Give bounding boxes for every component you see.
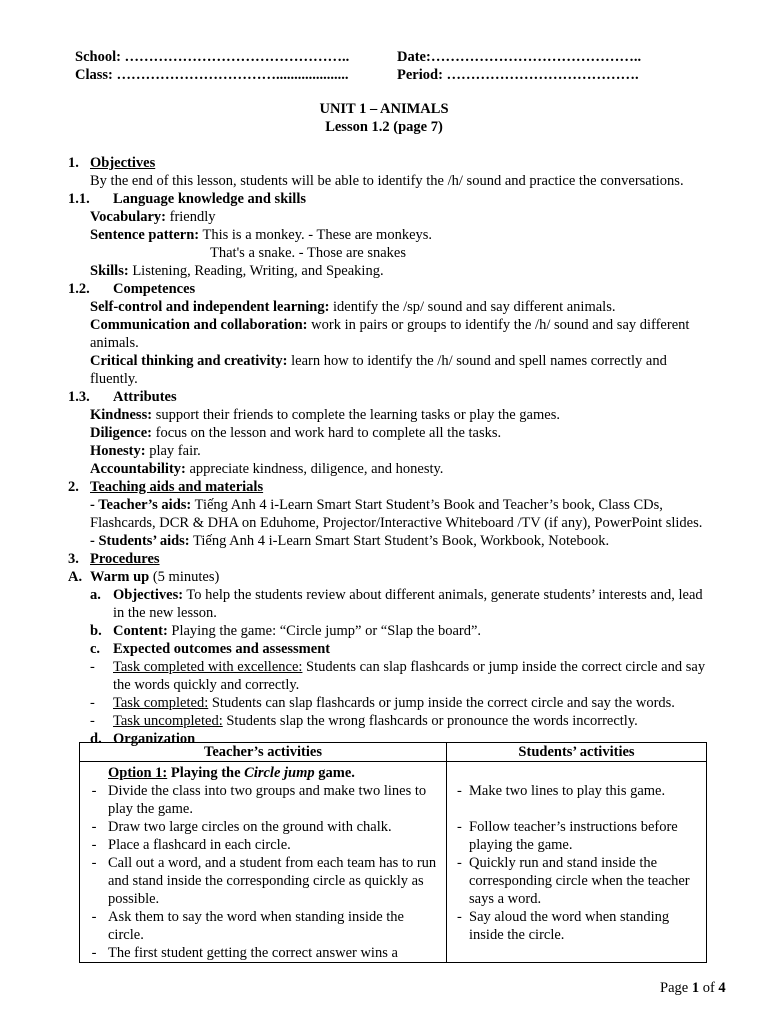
teacher-activities-header: Teacher’s activities [80, 743, 447, 762]
kindness-line: Kindness: support their friends to complete the learning tasks or play the games. [90, 407, 560, 423]
header-fields [75, 48, 695, 84]
honesty-line: Honesty: play fair. [90, 443, 201, 459]
vocabulary-line: Vocabulary: friendly [90, 209, 216, 225]
outcome-completed: - Task completed: Students can slap flashcards or jump inside the correct circle and say the words. [90, 695, 675, 711]
objectives-intro: By the end of this lesson, students will be able to identify the /h/ sound and practice the conversations. [90, 173, 684, 189]
teacher-step: - Draw two large circles on the ground with chalk. [91, 819, 392, 835]
class-field: Class: …………………………….................... [75, 67, 349, 83]
students-activities-header: Students’ activities [447, 743, 707, 762]
date-field: Date:…………………………………….. [397, 49, 642, 65]
student-step: - Say aloud the word when standing inside the circle. [457, 909, 670, 943]
warm-up-outcomes-heading: c. Expected outcomes and assessment [90, 641, 331, 657]
critical-thinking-line-2: fluently. [90, 371, 138, 387]
school-field: School: ……………………………………….. [75, 49, 350, 65]
subsection-attributes-heading: 1.3. Attributes [68, 389, 177, 405]
communication-line-2: animals. [90, 335, 139, 351]
teacher-step: - Ask them to say the word when standing inside the circle. [91, 909, 404, 943]
student-step: - Quickly run and stand inside the corresponding circle when the teacher says a word. [457, 855, 690, 907]
student-step: - Make two lines to play this game. [457, 783, 666, 799]
teacher-step: - Place a flashcard in each circle. [91, 837, 291, 853]
warm-up-heading: A. Warm up (5 minutes) [68, 569, 220, 585]
teacher-aids-line: - Teacher’s aids: Tiếng Anh 4 i-Learn Smart Start Student’s Book and Teacher’s book, Class CDs, [90, 497, 663, 513]
outcome-excellence: - Task completed with excellence: Students can slap flashcards or jump inside the correct circle and say the words quickly and correctly. [90, 659, 706, 693]
teacher-step: - Call out a word, and a student from each team has to run and stand inside the corresponding circle as quickly as possible. [91, 855, 437, 907]
warm-up-objectives-2: in the new lesson. [113, 605, 217, 621]
teacher-activities-cell [80, 762, 447, 963]
student-step: - Follow teacher’s instructions before playing the game. [457, 819, 678, 853]
warm-up-objectives: a. Objectives: To help the students review about different animals, generate students’ interests and, lead [90, 587, 703, 603]
warm-up-organization-heading: d. Organization [90, 731, 196, 747]
activities-table [79, 742, 707, 963]
communication-line: Communication and collaboration: work in pairs or groups to identify the /h/ sound and say different [90, 317, 690, 333]
period-field: Period: …………………………………. [397, 67, 639, 83]
unit-title: UNIT 1 – ANIMALS [319, 101, 449, 117]
self-control-line: Self-control and independent learning: identify the /sp/ sound and say different animals. [90, 299, 616, 315]
sentence-pattern-line-2: That's a snake. - Those are snakes [210, 245, 407, 261]
diligence-line: Diligence: focus on the lesson and work hard to complete all the tasks. [90, 425, 502, 441]
section-procedures-heading: 3. Procedures [68, 551, 160, 567]
page-number: Page 1 of 4 [660, 980, 726, 996]
table-header-row [80, 743, 707, 762]
subsection-competences-heading: 1.2. Competences [68, 281, 196, 297]
outcome-uncompleted: - Task uncompleted: Students slap the wrong flashcards or pronounce the words incorrectly. [90, 713, 638, 729]
teacher-step: - The first student getting the correct answer wins a [91, 945, 398, 961]
subsection-language-heading: 1.1. Language knowledge and skills [68, 191, 306, 207]
students-aids-line: - Students’ aids: Tiếng Anh 4 i-Learn Smart Start Student’s Book, Workbook, Notebook. [90, 533, 610, 549]
critical-thinking-line: Critical thinking and creativity: learn how to identify the /h/ sound and spell names correctly and [90, 353, 667, 369]
option-1-heading: Option 1: Playing the Circle jump game. [108, 765, 355, 781]
section-aids-heading: 2. Teaching aids and materials [68, 479, 264, 495]
accountability-line: Accountability: appreciate kindness, diligence, and honesty. [90, 461, 444, 477]
section-objectives-heading: 1. Objectives [68, 155, 156, 171]
teacher-step: - Divide the class into two groups and make two lines to play the game. [91, 783, 427, 817]
warm-up-content: b. Content: Playing the game: “Circle jump” or “Slap the board”. [90, 623, 482, 639]
sentence-pattern-line: Sentence pattern: This is a monkey. - These are monkeys. [90, 227, 433, 243]
skills-line: Skills: Listening, Reading, Writing, and Speaking. [90, 263, 384, 279]
teacher-aids-line-2: Flashcards, DCR & DHA on Eduhome, Projector/Interactive Whiteboard /TV (if any), PowerPoint slides. [90, 515, 703, 531]
lesson-title: Lesson 1.2 (page 7) [325, 119, 443, 135]
lesson-plan-body [68, 154, 738, 748]
table-row [80, 762, 707, 963]
students-activities-cell [447, 762, 707, 963]
